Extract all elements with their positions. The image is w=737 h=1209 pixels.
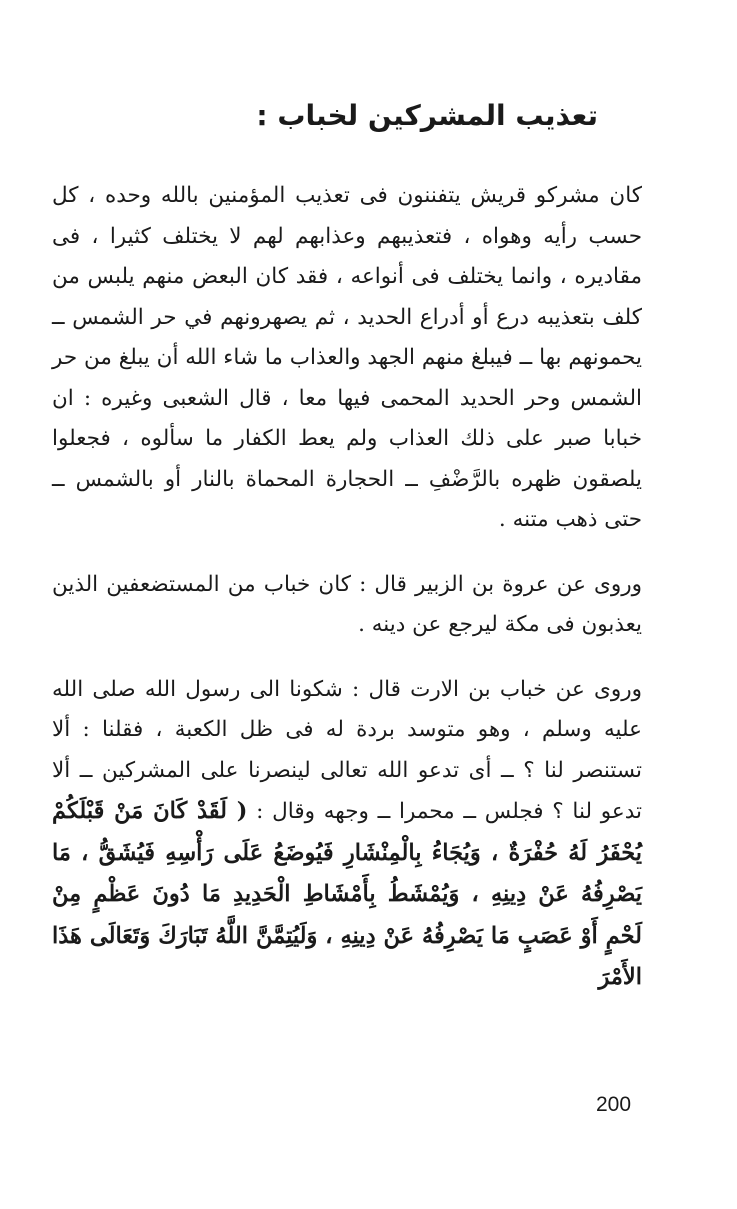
paragraph-khabbab-narration [52, 670, 642, 999]
book-page [52, 96, 642, 999]
paragraph-torture-methods: كان مشركو قريش يتفننون فى تعذيب المؤمنين بالله وحده ، كل حسب رأيه وهواه ، فتعذيبهم وعذابهم لهم لا يختلف كثيرا ، فى مقاديره ، وانما يختلف فى أنواعه ، فقد كان البعض منهم يلبس من كلف بتعذيبه درع أو أدراع الحديد ، ثم يصهرونهم في حر الشمس ــ يحمونهم بها ــ فيبلغ منهم الجهد والعذاب ما شاء الله أن يبلغ من حر الشمس وحر الحديد المحمى فيها معا ، قال الشعبى وغيره : ان خبابا صبر على ذلك العذاب ولم يعط الكفار ما سألوه ، فجعلوا يلصقون ظهره بالرَّضْفِ ــ الحجارة المحماة بالنار أو بالشمس ــ حتى ذهب متنه . [52, 183, 642, 532]
paragraph-urwa-narration: وروى عن عروة بن الزبير قال : كان خباب من المستضعفين الذين يعذبون فى مكة ليرجع عن دينه . [52, 571, 642, 637]
section-heading: تعذيب المشركين لخباب : [256, 99, 598, 132]
page-number: 200 [596, 1093, 632, 1116]
hadith-quote-text: ( لَقَدْ كَانَ مَنْ قَبْلَكُمْ يُحْفَرُ لَهُ حُفْرَةٌ ، وَيُجَاءُ بِالْمِنْشَارِ فَيُوضَعُ عَلَى رَأْسِهِ فَيُشَقُّ ، مَا يَصْرِفُهُ عَنْ دِينِهِ ، وَيُمْشَطُ بِأَمْشَاطِ الْحَدِيدِ مَا دُونَ عَظْمٍ مِنْ لَحْمٍ أَوْ عَصَبٍ مَا يَصْرِفُهُ عَنْ دِينِهِ ، وَلَيُتِمَّنَّ اللَّهُ تَبَارَكَ وَتَعَالَى هَذَا الأَمْرَ [52, 798, 642, 990]
narration-intro-text: وروى عن خباب بن الارت قال : شكونا الى رسول الله صلى الله عليه وسلم ، وهو متوسد بردة له فى ظل الكعبة ، فقلنا : ألا تستنصر لنا ؟ ــ أى تدعو الله تعالى لينصرنا على المشركين ــ ألا تدعو لنا ؟ فجلس ــ محمرا ــ وجهه وقال : [52, 676, 642, 824]
